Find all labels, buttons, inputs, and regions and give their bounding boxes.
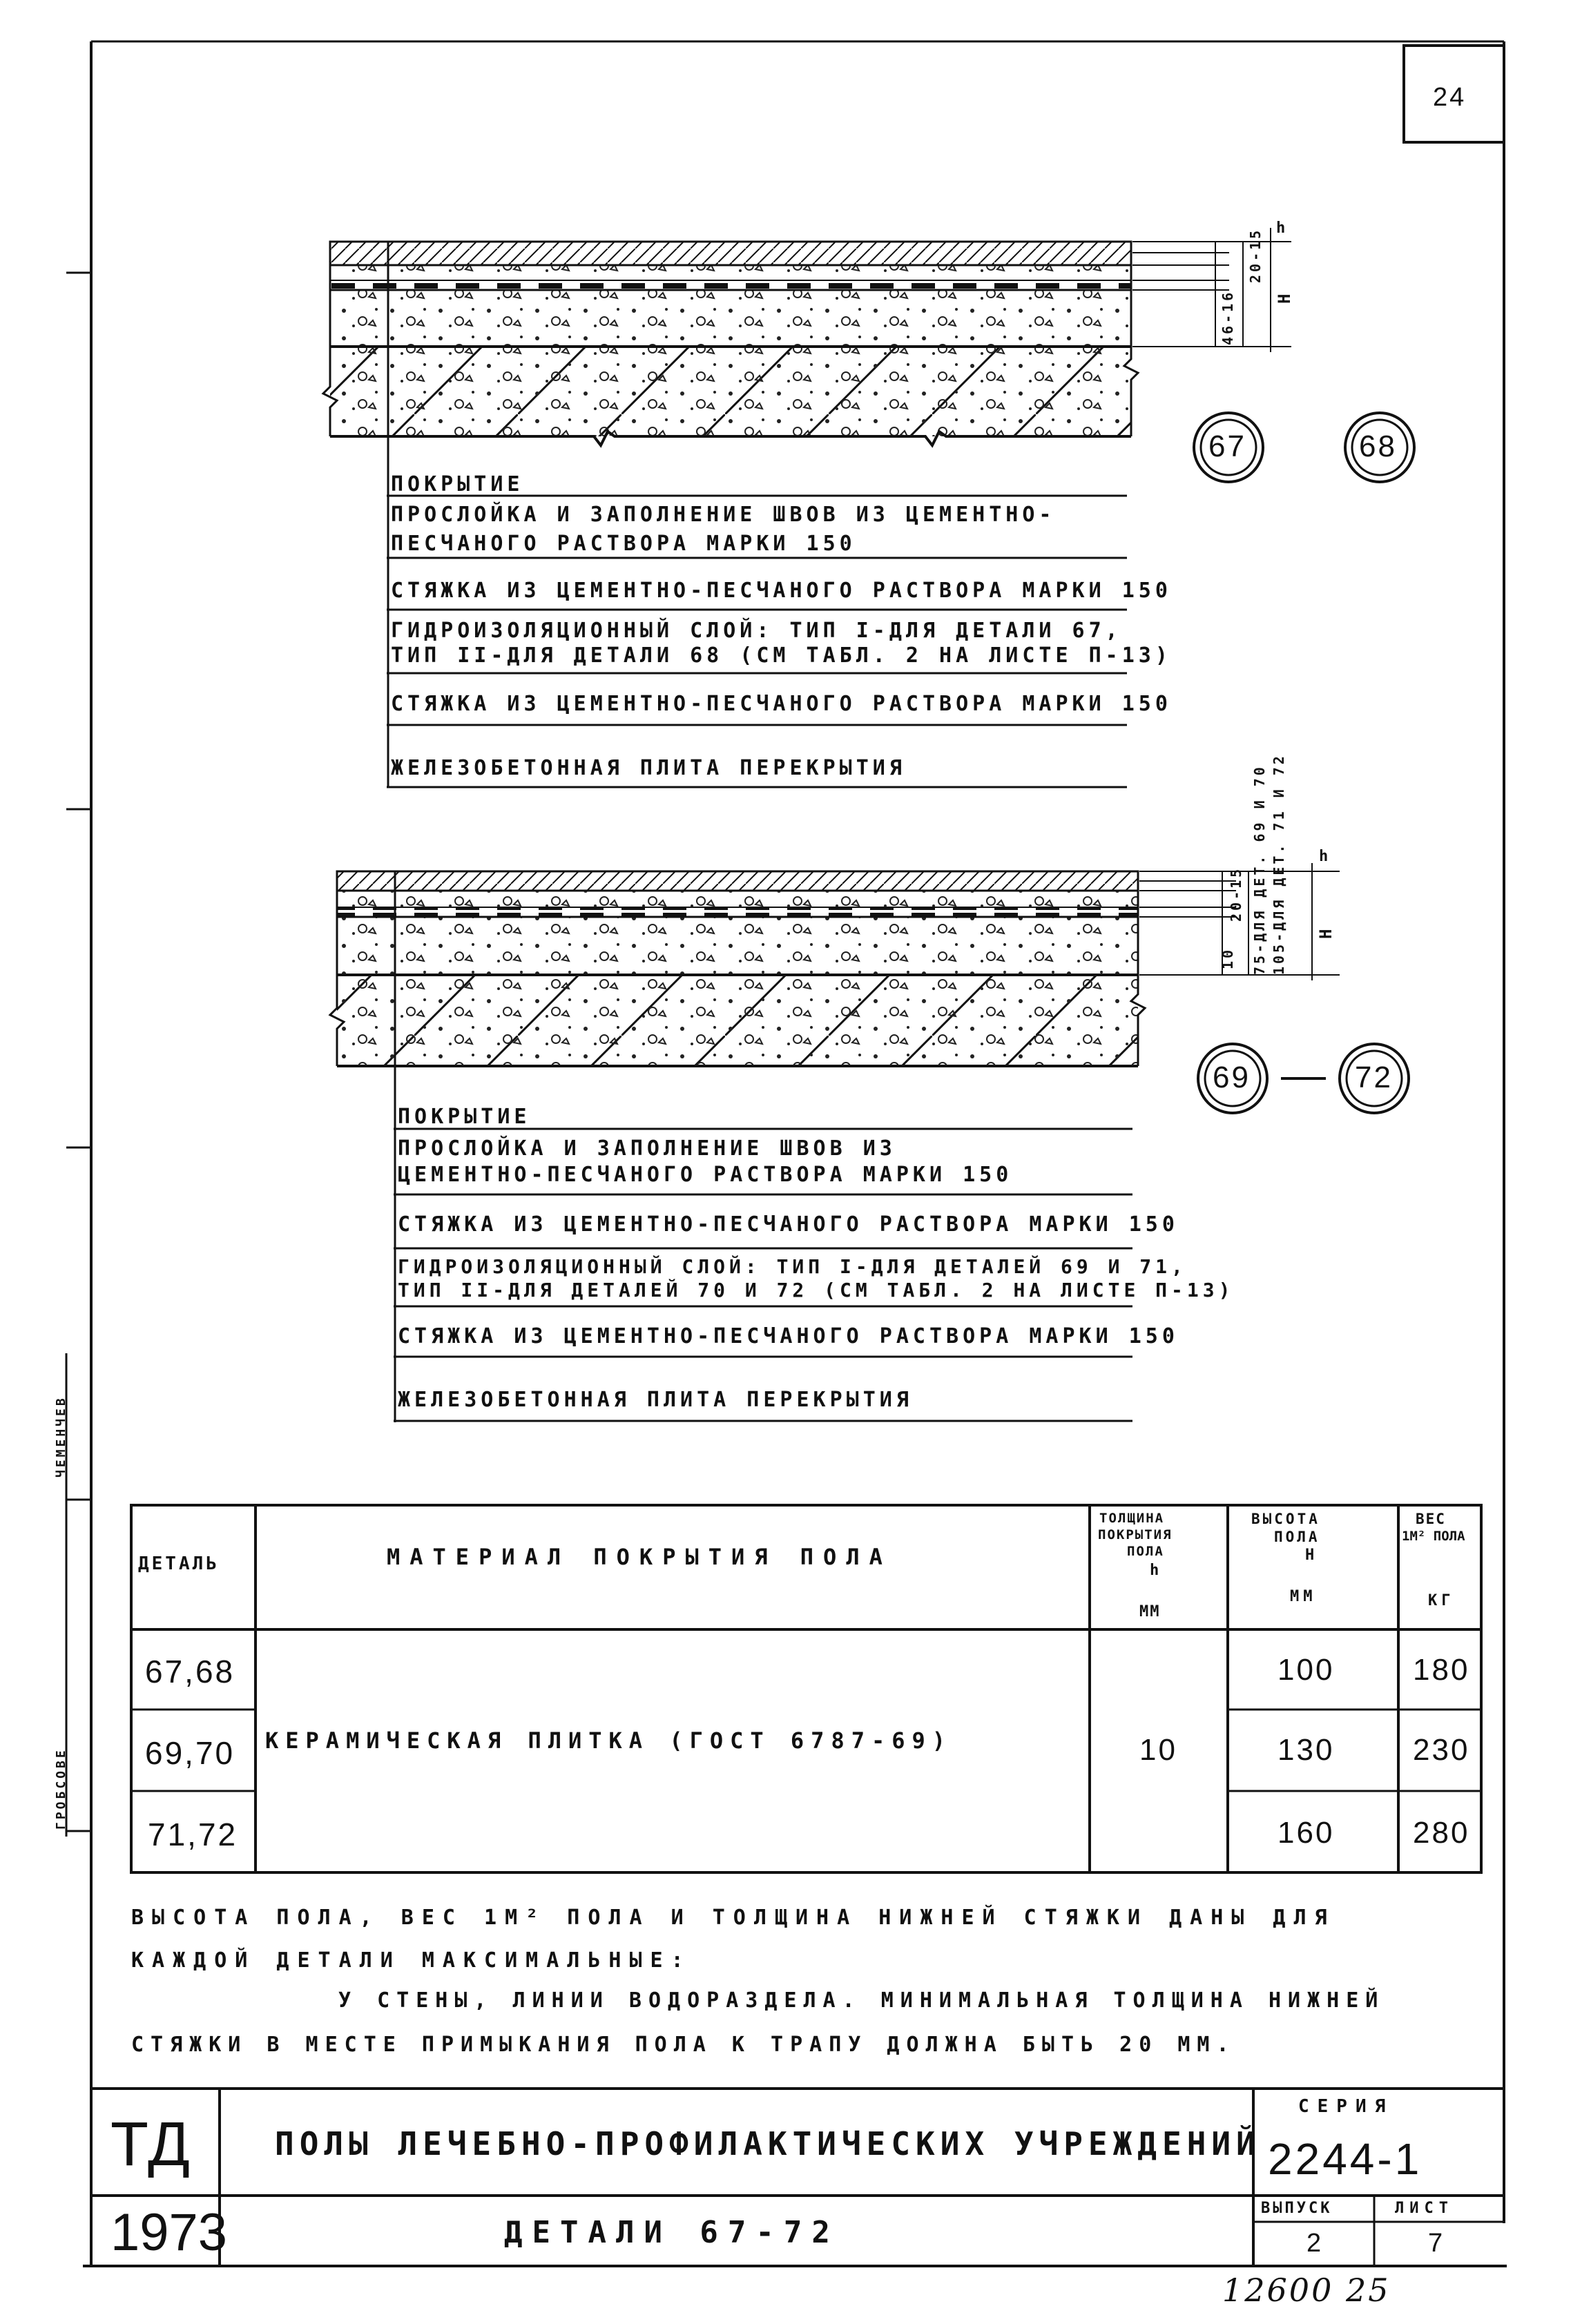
th-thickness-2: ПОКРЫТИЯ <box>1098 1527 1173 1542</box>
layer-1-interlayer-b: ПЕСЧАНОГО РАСТВОРА МАРКИ 150 <box>391 532 856 556</box>
row-1-height: 100 <box>1277 1653 1335 1687</box>
margin-label-2: ЧЕМЕНЧЕВ <box>54 1395 68 1478</box>
dim-b-1: 46-16 <box>1219 289 1236 345</box>
material-value: КЕРАМИЧЕСКАЯ ПЛИТКА (ГОСТ 6787-69) <box>265 1727 953 1754</box>
note-line-1: ВЫСОТА ПОЛА, ВЕС 1М² ПОЛА И ТОЛЩИНА НИЖНЕЙ СТЯЖКИ ДАНЫ ДЛЯ <box>131 1906 1336 1930</box>
org-code: ТД <box>110 2110 191 2179</box>
archive-stamp: 12600 25 <box>1222 2272 1391 2309</box>
row-3-height: 160 <box>1277 1816 1335 1850</box>
dim-a-1: 20-15 <box>1247 227 1264 283</box>
layer-2-interlayer-a: ПРОСЛОЙКА И ЗАПОЛНЕНИЕ ШВОВ ИЗ <box>398 1136 896 1161</box>
row-3-weight: 280 <box>1413 1816 1470 1850</box>
th-height-2: ПОЛА <box>1274 1529 1320 1545</box>
marker-67: 67 <box>1208 429 1246 463</box>
th-weight-2: 1М² ПОЛА <box>1402 1529 1465 1544</box>
marker-72: 72 <box>1355 1061 1393 1094</box>
th-height-1: ВЫСОТА <box>1251 1511 1320 1527</box>
layer-1-screed-bottom: СТЯЖКА ИЗ ЦЕМЕНТНО-ПЕСЧАНОГО РАСТВОРА МАРКИ 150 <box>391 692 1172 716</box>
series-label: СЕРИЯ <box>1298 2096 1394 2117</box>
th-height-3: H <box>1305 1547 1319 1564</box>
layer-2-waterproofing-a: ГИДРОИЗОЛЯЦИОННЫЙ СЛОЙ: ТИП I-ДЛЯ ДЕТАЛЕЙ 69 И 71, <box>398 1255 1187 1278</box>
note-line-4: СТЯЖКИ В МЕСТЕ ПРИМЫКАНИЯ ПОЛА К ТРАПУ ДОЛЖНА БЫТЬ 20 ММ. <box>131 2033 1236 2057</box>
th-thickness-3: ПОЛА <box>1127 1544 1164 1559</box>
note-line-2: КАЖДОЙ ДЕТАЛИ МАКСИМАЛЬНЫЕ: <box>131 1948 692 1973</box>
marker-69: 69 <box>1213 1061 1251 1094</box>
thickness-value: 10 <box>1139 1733 1177 1767</box>
layer-2-screed-top: СТЯЖКА ИЗ ЦЕМЕНТНО-ПЕСЧАНОГО РАСТВОРА МАРКИ 150 <box>398 1212 1179 1237</box>
layer-2-slab: ЖЕЛЕЗОБЕТОННАЯ ПЛИТА ПЕРЕКРЫТИЯ <box>398 1388 913 1412</box>
dim-c-2: 75-ДЛЯ ДЕТ. 69 И 70 <box>1251 764 1268 975</box>
th-weight-1: ВЕС <box>1416 1511 1446 1527</box>
doc-subtitle: ДЕТАЛИ 67-72 <box>504 2215 840 2250</box>
th-thickness-1: ТОЛЩИНА <box>1099 1511 1165 1526</box>
series-value: 2244-1 <box>1268 2134 1423 2184</box>
dim-h-1: h <box>1276 220 1290 237</box>
th-detail: ДЕТАЛЬ <box>138 1553 220 1574</box>
th-material: МАТЕРИАЛ ПОКРЫТИЯ ПОЛА <box>387 1544 892 1570</box>
row-2-weight: 230 <box>1413 1733 1470 1767</box>
th-height-4: ММ <box>1290 1588 1317 1605</box>
layer-1-waterproofing-a: ГИДРОИЗОЛЯЦИОННЫЙ СЛОЙ: ТИП I-ДЛЯ ДЕТАЛИ 67, <box>391 619 1122 643</box>
margin-label-1: ГРОБСОВЕ <box>54 1747 68 1830</box>
floor-section-2 <box>330 871 1145 1066</box>
row-1-detail: 67,68 <box>145 1654 235 1689</box>
dim-a-2: 20-15 <box>1228 866 1244 922</box>
dim-H-2: H <box>1316 926 1336 939</box>
dim-b-2: 10 <box>1219 947 1236 969</box>
dim-H-1: H <box>1275 291 1294 304</box>
dim-d-2: 105-ДЛЯ ДЕТ. 71 И 72 <box>1271 753 1287 975</box>
margin-ticks <box>66 273 91 1837</box>
layer-2-interlayer-b: ЦЕМЕНТНО-ПЕСЧАНОГО РАСТВОРА МАРКИ 150 <box>398 1163 1013 1187</box>
sheet-value: 7 <box>1428 2229 1445 2258</box>
issue-value: 2 <box>1306 2229 1324 2258</box>
layer-1-waterproofing-b: ТИП II-ДЛЯ ДЕТАЛИ 68 (СМ ТАБЛ. 2 НА ЛИСТЕ П-13) <box>391 643 1172 668</box>
issue-label: ВЫПУСК <box>1261 2200 1333 2217</box>
doc-title: ПОЛЫ ЛЕЧЕБНО-ПРОФИЛАКТИЧЕСКИХ УЧРЕЖДЕНИЙ <box>275 2125 1261 2162</box>
row-2-detail: 69,70 <box>145 1735 235 1771</box>
sheet-label: ЛИСТ <box>1395 2200 1454 2217</box>
layer-1-screed-top: СТЯЖКА ИЗ ЦЕМЕНТНО-ПЕСЧАНОГО РАСТВОРА МАРКИ 150 <box>391 579 1172 603</box>
layer-1-interlayer-a: ПРОСЛОЙКА И ЗАПОЛНЕНИЕ ШВОВ ИЗ ЦЕМЕНТНО- <box>391 503 1056 527</box>
th-thickness-4: h <box>1150 1562 1161 1579</box>
row-2-height: 130 <box>1277 1733 1335 1767</box>
floor-section-1 <box>323 242 1138 445</box>
marker-68: 68 <box>1359 429 1397 463</box>
dimension-lines-1 <box>1132 228 1291 352</box>
th-weight-3: КГ <box>1428 1592 1455 1609</box>
layer-1-slab: ЖЕЛЕЗОБЕТОННАЯ ПЛИТА ПЕРЕКРЫТИЯ <box>391 756 906 780</box>
layer-2-waterproofing-b: ТИП II-ДЛЯ ДЕТАЛЕЙ 70 И 72 (СМ ТАБЛ. 2 НА ЛИСТЕ П-13) <box>398 1279 1235 1301</box>
layer-1-covering: ПОКРЫТИЕ <box>391 472 524 496</box>
row-1-weight: 180 <box>1413 1653 1470 1687</box>
sheet-number: 24 <box>1433 83 1467 112</box>
row-3-detail: 71,72 <box>148 1817 238 1852</box>
note-line-3: У СТЕНЫ, ЛИНИИ ВОДОРАЗДЕЛА. МИНИМАЛЬНАЯ ТОЛЩИНА НИЖНЕЙ <box>338 1988 1385 2013</box>
dim-h-2: h <box>1319 848 1333 865</box>
th-thickness-5: ММ <box>1139 1603 1161 1620</box>
layer-2-screed-bottom: СТЯЖКА ИЗ ЦЕМЕНТНО-ПЕСЧАНОГО РАСТВОРА МАРКИ 150 <box>398 1324 1179 1348</box>
year: 1973 <box>110 2203 228 2262</box>
layer-2-covering: ПОКРЫТИЕ <box>398 1105 531 1129</box>
